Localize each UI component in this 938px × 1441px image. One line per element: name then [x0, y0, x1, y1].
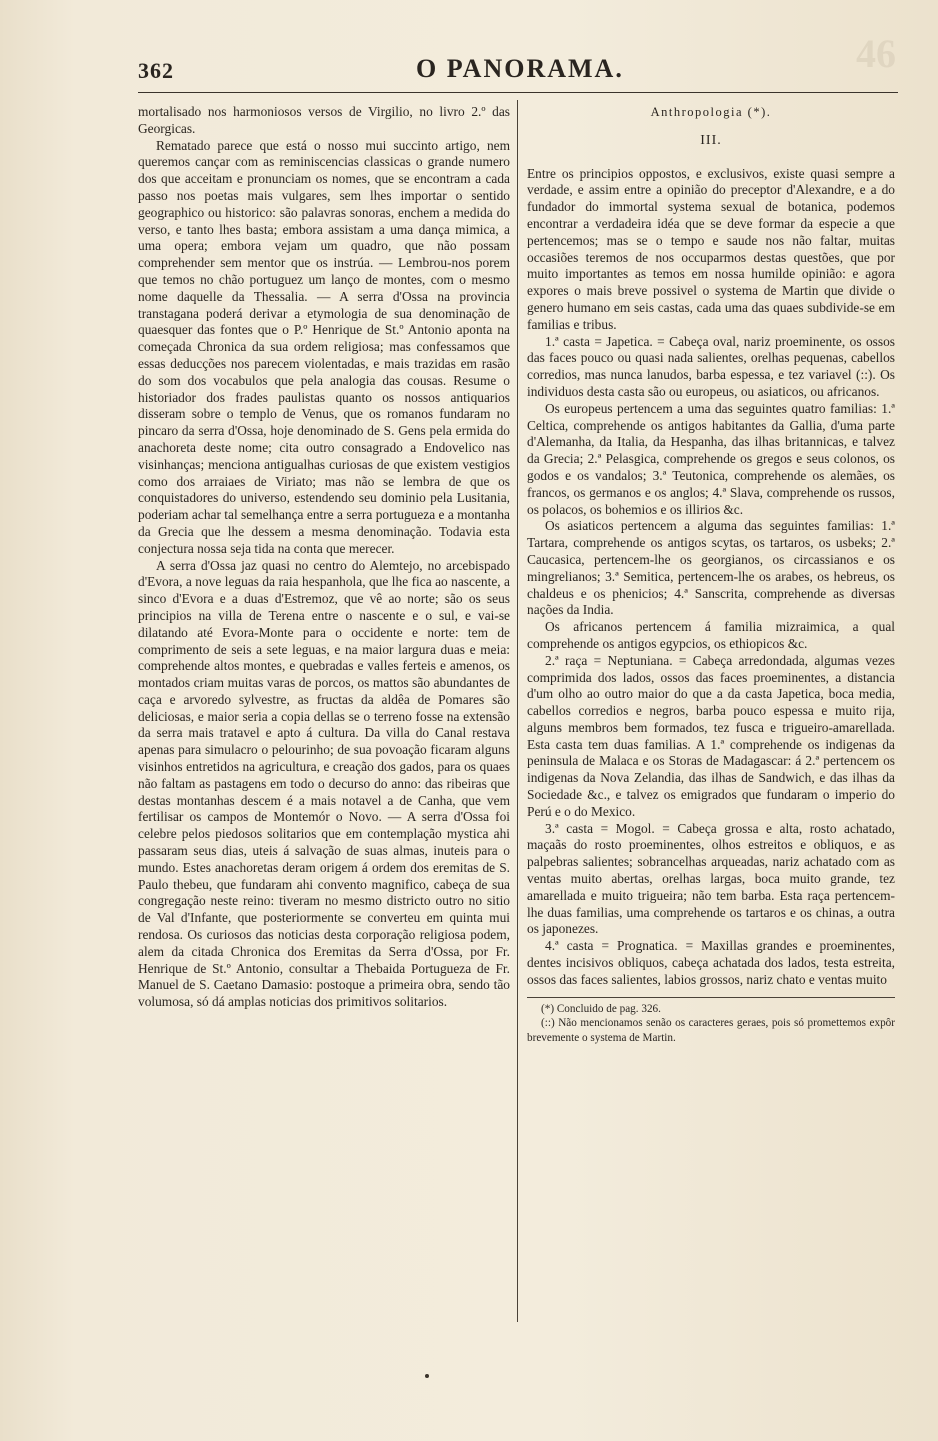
footnotes — [527, 1002, 895, 1046]
header-rule — [138, 92, 898, 93]
paragraph: 4.ª casta = Prognatica. = Maxillas grandes e proeminentes, dentes incisivos obliquos, cabeça achatada dos lados, testa estreita, ossos das faces salientes, labios grossos, nariz chato e ventas muito — [527, 938, 895, 987]
column-divider — [517, 100, 518, 1322]
paragraph: Entre os principios oppostos, e exclusivos, existe quasi sempre a verdade, e assim entre a opinião do preceptor d'Alexandre, e a do fundador do immortal systema sexual de botanica, podemos encontrar a verdadeira idéa que se deve formar da especie a que pertencemos; mas se o tempo e saude nos não faltar, muitas occasiões teremos de nos occuparmos destas questões, que por muito importantes as temos em nossa humilde opinião: e agora expores o mais breve possivel o systema de Martin que divide o genero humano em seis castas, cada uma das quaes subdivide-se em familias e tribus. — [527, 165, 895, 332]
paragraph: Rematado parece que está o nosso mui succinto artigo, nem queremos cançar com as reminiscencias classicas o grande numero dos que acceitam e pronunciam os nomes, que se encontram a cada passo nos poetas mais vulgares, sem lhes importar o sentido geographico ou historico: são palavras sonoras, enchem a medida do verso, e tanto lhes basta; embora assistam a uma dança mimica, a uma opera; embora vejam um quadro, que não possam comprehender sem mentor que os instrúa. — Lembrou-nos porem que temos no chão portuguez um lanço de montes, com o mesmo nome daquelle da Thessalia. — A serra d'Ossa na provincia transtagana poderá derivar a etymologia de sua denominação de quaesquer das fontes que o P.º Henrique de St.º Antonio aponta na começada Chronica da sua ordem religiosa; mas confessamos que essas deducções nos parecem violentadas, e mais trazidas em rasão do som dos vocabulos que pela analogia das cousas. Resume o historiador dos frades paulistas quanto os nossos antiquarios disseram sobre o templo de Venus, que os romanos fundaram no pincaro da serra d'Ossa, hoje denominado de S. Gens pela ermida do anachoreta deste nome; cita outro consagrado a Endovelico nas visinhanças; menciona antigualhas curiosas de que existem vestigios como dos arraiaes de Viriato; mas não se lembra de que os conquistadores do universo, estendendo seu dominio pela Lusitania, poderiam achar tal semelhança entre a serra portugueza e a montanha da Grecia que lhe dessem a mesma denominação. Todavia esta conjectura nossa seja tida na conta que merecer. — [138, 137, 510, 556]
paragraph: 2.ª raça = Neptuniana. = Cabeça arredondada, algumas vezes comprimida dos lados, ossos das faces proeminentes, a distancia d'um olho ao outro maior do que a da casta Japetica, boca media, cabellos corredios e negros, barba pouco espessa e muito rija, alguns membros bem formados, tez fusca e trigueiro-amarellada. Esta casta tem duas familias. A 1.ª comprehende os indigenas da peninsula de Malaca e os Storas de Madagascar: á 2.ª pertencem os indigenas da Nova Zelandia, das ilhas de Sandwich, e das ilhas da Sociedade &c., e talvez os emigrados que fundaram o imperio do Perú e o do Mexico. — [527, 652, 895, 819]
printer-mark — [425, 1374, 429, 1378]
page-header — [138, 52, 898, 92]
paragraph: Os europeus pertencem a uma das seguintes quatro familias: 1.ª Celtica, comprehende os antigos habitantes da Gallia, d'uma parte d'Alemanha, da Italia, da Hespanha, das ilhas britannicas, e talvez da Grecia; 2.ª Pelasgica, comprehende os gregos e seus colonos, os godos e os vandalos; 3.ª Teutonica, comprehende os alemães, os francos, os germanos e os anglos; 4.ª Slava, comprehende os russos, os polacos, os bohemios e os illirios &c. — [527, 400, 895, 517]
publication-title: O PANORAMA. — [416, 54, 624, 83]
left-column — [138, 104, 510, 1011]
paragraph: mortalisado nos harmoniosos versos de Virgilio, no livro 2.º das Georgicas. — [138, 104, 510, 136]
paragraph: 3.ª casta = Mogol. = Cabeça grossa e alta, rosto achatado, maçaãs do rosto proeminentes, olhos estreitos e obliquos, e as palpebras salientes; sobrancelhas arqueadas, nariz achatado com as ventas muito abertas, orelhas largas, boca muito grande, tez amarellada e muito trigueira; não tem barba. Esta raça pertencem-lhe duas familias, uma comprehende os tartaros e os chinas, a outra os japonezes. — [527, 820, 895, 937]
right-column — [527, 104, 895, 1045]
paragraph: 1.ª casta = Japetica. = Cabeça oval, nariz proeminente, os ossos das faces pouco ou quasi nada salientes, orelhas pequenas, cabellos corredios, mas nunca lanudos, barba espessa, e tez variavel (::). Os individuos desta casta são ou europeus, ou asiaticos, ou africanos. — [527, 333, 895, 399]
right-column-body — [527, 166, 895, 989]
footnote-rule — [527, 997, 895, 998]
section-title: Anthropologia (*). — [650, 105, 772, 119]
section-number: III. — [700, 132, 722, 148]
footnote: (*) Concluido de pag. 326. — [541, 1002, 661, 1015]
paragraph: Os africanos pertencem á familia mizraimica, a qual comprehende os antigos egypcios, os ethiopicos &c. — [527, 619, 895, 651]
footnote: (::) Não mencionamos senão os caracteres geraes, pois só promettemos expôr brevemente o systema de Martin. — [527, 1017, 895, 1044]
paragraph: Os asiaticos pertencem a alguma das seguintes familias: 1.ª Tartara, comprehende os antigos scytas, os tartaros, os usbeks; 2.ª Caucasica, pertencem-lhe os georgianos, os circassianos e os mingrelianos; 3.ª Semitica, pertencem-lhe os arabes, os hebreus, os chaldeus e os phenicios; 4.ª Sanscrita, comprehende as diversas nações da India. — [527, 518, 895, 618]
page-number: 362 — [138, 58, 174, 83]
paragraph: A serra d'Ossa jaz quasi no centro do Alemtejo, no arcebispado d'Evora, a nove leguas da raia hespanhola, que lhe fica ao nascente, a sinco d'Evora e a duas d'Estremoz, que vê ao norte; são os seus principios na villa de Terena entre o nascente e o sul, e vai-se dilatando até Evora-Monte para o occidente e norte: tem de comprimento de seis a sete leguas, e na maior largura duas e meia: comprehende altos montes, e quebradas e valles ferteis e amenos, os montados criam muitas varas de porcos, os mattos são abundantes de caça e arvoredo sylvestre, as fructas da aldêa de Pomares são deliciosas, e maior seria a copia dellas se o terreno fosse na extensão da serra mais tratavel e apto á cultura. Da villa do Canal restava apenas para simulacro o pelourinho; de sua povoação ficaram alguns visinhos entretidos na agricultura, e creação dos gados, para os quaes não faltam as pastagens em todo o decurso do anno: das ribeiras que destas montanhas descem é a mais notavel a de Canha, que vem fertilisar os campos de Montemór o Novo. — A serra d'Ossa foi celebre pelos piedosos solitarios que em contemplação mystica ahi passaram seus dias, uteis á salvação de suas almas, inuteis para o mundo. Estes anachoretas deram origem á ordem dos eremitas de S. Paulo thebeu, que fundaram ahi convento magnifico, cabeça de sua congregação neste reino: tiveram no mesmo districto outro no sitio de Val d'Infante, que posteriormente se converteu em quinta mui rendosa. Os curiosos das noticias desta corporação religiosa podem, alem da citada Chronica dos Eremitas da Serra d'Ossa, por Fr. Henrique de St.º Antonio, consultar a Thebaida Portugueza de Fr. Manuel de S. Caetano Damasio: postoque a primeira obra, sendo tão volumosa, só dá amplas noticias dos primitivos solitarios. — [138, 557, 510, 1010]
bleed-through-page-number: 46 — [856, 31, 896, 76]
